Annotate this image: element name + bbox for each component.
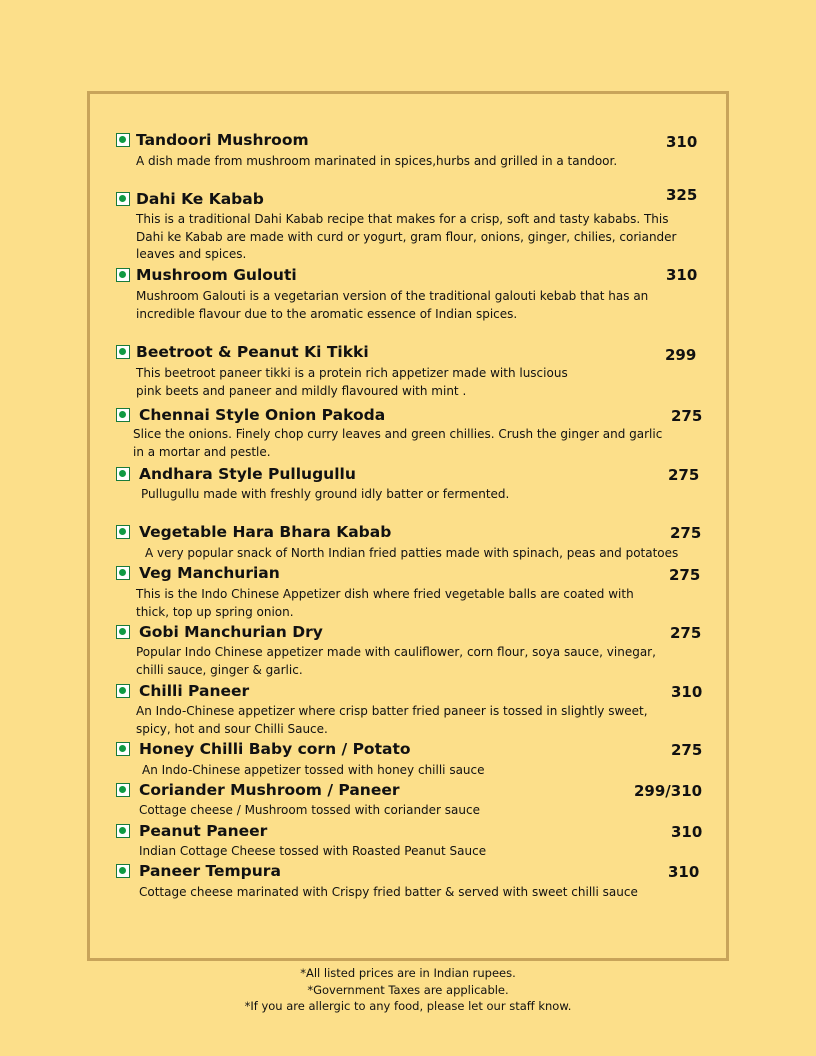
item-name: Chilli Paneer	[139, 682, 250, 700]
item-name: Honey Chilli Baby corn / Potato	[139, 740, 411, 758]
veg-indicator-icon	[116, 783, 130, 797]
item-description: Mushroom Galouti is a vegetarian version of the traditional galouti kebab that has an incredible flavour due to the aromatic essence of Indian spices.	[136, 289, 649, 321]
item-price: 275	[671, 407, 703, 425]
veg-indicator-icon	[116, 192, 130, 206]
item-name: Beetroot & Peanut Ki Tikki	[136, 343, 369, 361]
item-name: Gobi Manchurian Dry	[139, 623, 323, 641]
item-price: 310	[666, 266, 698, 284]
item-description: A very popular snack of North Indian fried patties made with spinach, peas and potatoes	[145, 546, 679, 560]
item-price: 275	[668, 466, 700, 484]
item-name: Paneer Tempura	[139, 862, 281, 880]
item-description: This is the Indo Chinese Appetizer dish where fried vegetable balls are coated with thick, top up spring onion.	[136, 587, 634, 619]
item-price: 275	[669, 566, 701, 584]
item-description: An Indo-Chinese appetizer tossed with honey chilli sauce	[142, 763, 485, 777]
item-name: Chennai Style Onion Pakoda	[139, 406, 386, 424]
item-price: 325	[666, 186, 698, 204]
item-description: Indian Cottage Cheese tossed with Roasted Peanut Sauce	[139, 844, 487, 858]
item-price: 275	[670, 524, 702, 542]
item-name: Tandoori Mushroom	[136, 131, 309, 149]
footer-note: *All listed prices are in Indian rupees.	[300, 966, 516, 980]
item-description: Cottage cheese / Mushroom tossed with coriander sauce	[139, 803, 480, 817]
veg-indicator-icon	[116, 345, 130, 359]
item-name: Dahi Ke Kabab	[136, 190, 264, 208]
item-name: Vegetable Hara Bhara Kabab	[139, 523, 392, 541]
veg-indicator-icon	[116, 467, 130, 481]
veg-indicator-icon	[116, 742, 130, 756]
item-description: An Indo-Chinese appetizer where crisp batter fried paneer is tossed in slightly sweet, spicy, hot and sour Chilli Sauce.	[136, 704, 648, 736]
item-price: 310	[666, 133, 698, 151]
item-name: Coriander Mushroom / Paneer	[139, 781, 400, 799]
veg-indicator-icon	[116, 268, 130, 282]
footer-note: *Government Taxes are applicable.	[307, 982, 509, 997]
veg-indicator-icon	[116, 525, 130, 539]
footer-notes	[0, 965, 816, 1015]
veg-indicator-icon	[116, 566, 130, 580]
veg-indicator-icon	[116, 864, 130, 878]
footer-note: *If you are allergic to any food, please let our staff know.	[244, 999, 572, 1013]
item-name: Veg Manchurian	[139, 564, 280, 582]
item-price: 299	[665, 346, 697, 364]
veg-indicator-icon	[116, 684, 130, 698]
veg-indicator-icon	[116, 625, 130, 639]
item-description: Slice the onions. Finely chop curry leaves and green chillies. Crush the ginger and garlic in a mortar and pestle.	[133, 427, 663, 459]
item-description: Cottage cheese marinated with Crispy fried batter & served with sweet chilli sauce	[139, 885, 638, 899]
item-price: 275	[671, 741, 703, 759]
item-description: Popular Indo Chinese appetizer made with cauliflower, corn flour, soya sauce, vinegar, chilli sauce, ginger & garlic.	[136, 645, 656, 677]
item-price: 299/310	[634, 782, 703, 800]
item-name: Mushroom Gulouti	[136, 266, 297, 284]
item-name: Peanut Paneer	[139, 822, 268, 840]
item-description: This is a traditional Dahi Kabab recipe that makes for a crisp, soft and tasty kababs. This Dahi ke Kabab are made with curd or yogurt, gram flour, onions, ginger, chilies, coriander leaves and spices.	[136, 212, 677, 261]
item-price: 310	[671, 823, 703, 841]
item-price: 310	[668, 863, 700, 881]
item-description: A dish made from mushroom marinated in spices,hurbs and grilled in a tandoor.	[136, 154, 618, 168]
item-name: Andhara Style Pullugullu	[139, 465, 356, 483]
item-description: This beetroot paneer tikki is a protein rich appetizer made with luscious pink beets and paneer and mildly flavoured with mint .	[136, 366, 568, 398]
item-price: 275	[670, 624, 702, 642]
veg-indicator-icon	[116, 408, 130, 422]
item-description: Pullugullu made with freshly ground idly batter or fermented.	[141, 487, 510, 501]
item-price: 310	[671, 683, 703, 701]
veg-indicator-icon	[116, 133, 130, 147]
veg-indicator-icon	[116, 824, 130, 838]
